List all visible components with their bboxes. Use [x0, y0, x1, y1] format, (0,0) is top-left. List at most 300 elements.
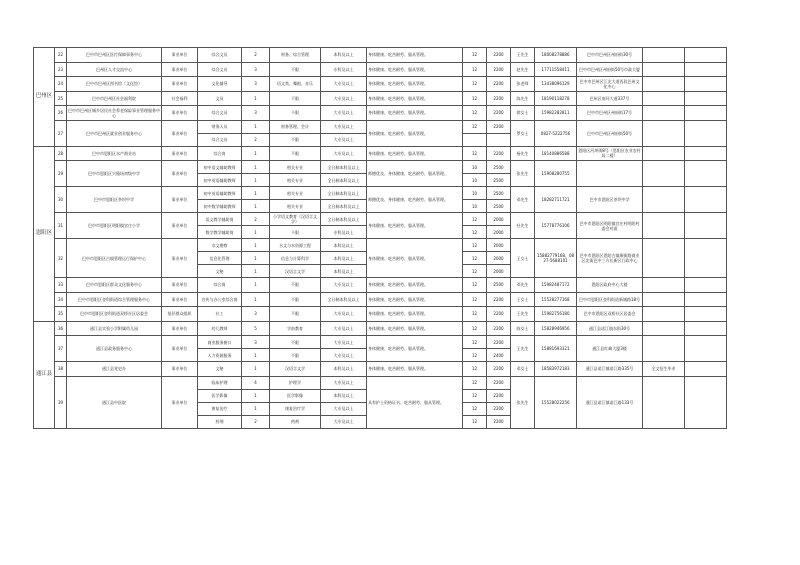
unit-type-cell: 基层群众组织: [162, 307, 198, 322]
salary-cell: 2200: [487, 292, 511, 307]
position-cell: 康复治疗: [198, 402, 242, 415]
months-cell: 12: [463, 336, 487, 349]
phone-cell: 15828946956: [535, 321, 577, 336]
table-row: [34, 307, 727, 322]
salary-cell: [487, 133, 511, 146]
row-number-cell: 26: [55, 106, 67, 121]
unit-type-cell: 事业单位: [162, 106, 198, 121]
education-cell: 专科及以上: [321, 226, 367, 239]
table-row: [34, 48, 727, 63]
major-cell: 语文类、舞蹈、音乐: [270, 77, 321, 92]
education-cell: 大专及以上: [321, 321, 367, 336]
major-cell: 信息与计算科学: [270, 252, 321, 265]
education-cell: 大专及以上: [321, 106, 367, 121]
unit-type-cell: 事业单位: [162, 336, 198, 362]
position-cell: 综合岗: [198, 278, 242, 293]
education-cell: 大专及以上: [321, 376, 367, 389]
major-cell: 相关专业: [270, 200, 321, 213]
table-row: [34, 77, 727, 92]
table-row: [34, 146, 727, 161]
unit-name-cell: 巴中市恩阳区古镇管理运行保护中心: [67, 239, 162, 278]
contact-cell: 王先生: [511, 48, 535, 63]
position-cell: 幼儿教师: [198, 321, 242, 336]
contact-cell: 邓先生: [511, 187, 535, 213]
blank-cell: [685, 146, 727, 161]
note-cell: [643, 213, 685, 239]
major-cell: 汉语言文学: [270, 265, 321, 278]
note-cell: [643, 187, 685, 213]
unit-name-cell: 巴中市恩阳区登科街道综合管理服务中心: [67, 292, 162, 307]
major-cell: 不限: [270, 91, 321, 106]
table-row: [34, 62, 727, 77]
requirement-cell: 身体健康、吃苦耐劳、服从管理。: [367, 48, 463, 63]
phone-cell: 18190118278: [535, 91, 577, 106]
position-cell: 宣传与办公室综合岗: [198, 292, 242, 307]
unit-name-cell: 巴中市巴州区就业创业服务中心: [67, 120, 162, 146]
note-cell: [643, 161, 685, 187]
region-cell: 通江县: [34, 321, 55, 428]
requirement-cell: 身体健康、吃苦耐劳、服从管理。: [367, 321, 463, 336]
table-row: [34, 362, 727, 377]
table-row: [34, 278, 727, 293]
salary-cell: 2200: [487, 307, 511, 322]
salary-cell: 2000: [487, 239, 511, 252]
address-cell: 巴中市恩阳区双桥社区居委会: [577, 307, 643, 322]
education-cell: 全日制本科及以上: [321, 200, 367, 213]
months-cell: 12: [463, 349, 487, 362]
phone-cell: 18282711721: [535, 187, 577, 213]
months-cell: 12: [463, 146, 487, 161]
note-cell: [643, 77, 685, 92]
position-cell: 初中数学辅助教师: [198, 200, 242, 213]
row-number-cell: 30: [55, 187, 67, 213]
salary-cell: 2500: [487, 278, 511, 293]
blank-cell: [685, 362, 727, 377]
months-cell: 10: [463, 187, 487, 200]
headcount-cell: 1: [242, 120, 270, 133]
job-table: [33, 47, 727, 429]
note-cell: [643, 91, 685, 106]
headcount-cell: 2: [242, 213, 270, 226]
position-cell: 初中英语辅助教师: [198, 174, 242, 187]
blank-cell: [685, 48, 727, 63]
unit-type-cell: 社会福利: [162, 91, 198, 106]
table-row: [34, 321, 727, 336]
requirement-cell: 身体健康、吃苦耐劳、服从管理。: [367, 62, 463, 77]
unit-type-cell: 事业单位: [162, 278, 198, 293]
salary-cell: 2200: [487, 389, 511, 402]
blank-cell: [685, 321, 727, 336]
position-cell: 商业服务窗口: [198, 336, 242, 349]
region-cell: 巴州区: [34, 48, 55, 147]
major-cell: 相关专业: [270, 174, 321, 187]
row-number-cell: 28: [55, 146, 67, 161]
months-cell: 12: [463, 62, 487, 77]
education-cell: 大专及以上: [321, 336, 367, 349]
row-number-cell: 34: [55, 292, 67, 307]
position-cell: 文秘: [198, 265, 242, 278]
unit-type-cell: 事业单位: [162, 120, 198, 146]
row-number-cell: 25: [55, 91, 67, 106]
requirement-cell: 身体健康、吃苦耐劳、服从管理。: [367, 77, 463, 92]
major-cell: 康复治疗学: [270, 402, 321, 415]
headcount-cell: 1: [242, 389, 270, 402]
requirement-cell: 身体健康、吃苦耐劳、服从管理。: [367, 120, 463, 146]
requirement-cell: 身体健康、吃苦耐劳、服从管理。: [367, 292, 463, 307]
note-cell: [643, 48, 685, 63]
note-cell: [643, 307, 685, 322]
position-cell: 医学影像: [198, 389, 242, 402]
note-cell: 全文招生毕业: [643, 362, 685, 377]
requirement-cell: 身体健康、吃苦耐劳、服从管理。: [367, 213, 463, 239]
education-cell: 本科及以上: [321, 48, 367, 63]
months-cell: 10: [463, 200, 487, 213]
phone-cell: 18140886588: [535, 146, 577, 161]
address-cell: 巴中市巴州区州府街50号: [577, 120, 643, 146]
unit-name-cell: 巴中市恩阳区群众文化服务中心: [67, 278, 162, 293]
headcount-cell: 2: [242, 415, 270, 428]
note-cell: [643, 292, 685, 307]
unit-type-cell: 事业单位: [162, 362, 198, 377]
requirement-cell: 具有护士资格证书、吃苦耐劳、服从管理。: [367, 376, 463, 428]
months-cell: 12: [463, 239, 487, 252]
salary-cell: 2000: [487, 265, 511, 278]
row-number-cell: 27: [55, 120, 67, 146]
education-cell: 本科及以上: [321, 239, 367, 252]
headcount-cell: 2: [242, 133, 270, 146]
note-cell: [643, 120, 685, 146]
education-cell: 大专及以上: [321, 120, 367, 133]
position-cell: 文化辅导: [198, 77, 242, 92]
education-cell: 专科及以上: [321, 62, 367, 77]
address-cell: 巴中市恩阳区茶坝中学: [577, 187, 643, 213]
blank-cell: [685, 187, 727, 213]
contact-cell: 王先生: [511, 336, 535, 362]
phone-cell: 15982282811: [535, 106, 577, 121]
headcount-cell: 1: [242, 362, 270, 377]
contact-cell: 王先生: [511, 307, 535, 322]
blank-cell: [685, 213, 727, 239]
unit-name-cell: 巴州区人才交流中心: [67, 62, 162, 77]
position-cell: 社工: [198, 307, 242, 322]
address-cell: 通江县诺江镇东街30号: [577, 321, 643, 336]
address-cell: 巴中市巴州区州府街17号: [577, 106, 643, 121]
headcount-cell: 2: [242, 48, 270, 63]
phone-cell: 15528022256: [535, 376, 577, 428]
major-cell: 不限: [270, 133, 321, 146]
phone-cell: 17711558411: [535, 62, 577, 77]
address-cell: 巴中市恩阳区恩阳古镇顺街路商业区北街巴中三方长新区行政中心: [577, 239, 643, 278]
major-cell: 不限: [270, 278, 321, 293]
headcount-cell: 3: [242, 307, 270, 322]
salary-cell: 2200: [487, 415, 511, 428]
unit-name-cell: 巴中市巴州区社会福利院: [67, 91, 162, 106]
unit-name-cell: 通江县党史办: [67, 362, 162, 377]
address-cell: 通江县红峰大厦3楼: [577, 336, 643, 362]
education-cell: 大专及以上: [321, 91, 367, 106]
phone-cell: 15908280755: [535, 161, 577, 187]
education-cell: 全日制本科及以上: [321, 187, 367, 200]
unit-type-cell: 事业单位: [162, 62, 198, 77]
address-cell: 巴中市巴州区州府街50号市政大厦: [577, 62, 643, 77]
region-cell: 恩阳区: [34, 146, 55, 321]
position-cell: 初中语文辅助教师: [198, 161, 242, 174]
major-cell: 财务、综合管理: [270, 48, 321, 63]
blank-cell: [685, 161, 727, 187]
blank-cell: [685, 120, 727, 146]
row-number-cell: 32: [55, 239, 67, 278]
months-cell: 12: [463, 376, 487, 389]
major-cell: 不限: [270, 349, 321, 362]
contact-cell: 赵先生: [511, 62, 535, 77]
salary-cell: 2000: [487, 226, 511, 239]
headcount-cell: 5: [242, 321, 270, 336]
table-row: [34, 376, 727, 389]
education-cell: 全日制本科及以上: [321, 292, 367, 307]
unit-name-cell: 通江县政务服务中心: [67, 336, 162, 362]
major-cell: 不限: [270, 146, 321, 161]
row-number-cell: 24: [55, 77, 67, 92]
headcount-cell: 1: [242, 349, 270, 362]
major-cell: 水文与水资源工程: [270, 239, 321, 252]
education-cell: 大专及以上: [321, 77, 367, 92]
months-cell: 12: [463, 321, 487, 336]
address-cell: 通江县诺江镇诺江路133号: [577, 376, 643, 428]
months-cell: 12: [463, 48, 487, 63]
position-cell: 文员: [198, 91, 242, 106]
unit-name-cell: 通江县中医院: [67, 376, 162, 428]
headcount-cell: 1: [242, 146, 270, 161]
note-cell: [643, 106, 685, 121]
unit-name-cell: 巴中市巴州区城乡居民社会养老保险事业管理服务中心: [67, 106, 162, 121]
requirement-cell: 身体健康、吃苦耐劳、服从管理。: [367, 278, 463, 293]
months-cell: 12: [463, 362, 487, 377]
major-cell: 不限: [270, 292, 321, 307]
blank-cell: [685, 336, 727, 362]
salary-cell: 2500: [487, 200, 511, 213]
salary-cell: 2200: [487, 77, 511, 92]
unit-type-cell: 事业单位: [162, 146, 198, 161]
unit-name-cell: 通江县实验小学附属幼儿园: [67, 321, 162, 336]
contact-cell: 张老师: [511, 77, 535, 92]
major-cell: 药剂: [270, 415, 321, 428]
blank-cell: [685, 77, 727, 92]
address-cell: 恩阳区政府中心大楼: [577, 278, 643, 293]
position-cell: 语文教学辅助岗: [198, 213, 242, 226]
note-cell: [643, 321, 685, 336]
address-cell: [577, 161, 643, 187]
education-cell: 全日制本科及以上: [321, 174, 367, 187]
salary-cell: 2200: [487, 62, 511, 77]
salary-cell: 2200: [487, 48, 511, 63]
education-cell: 大专及以上: [321, 133, 367, 146]
salary-cell: 2000: [487, 213, 511, 226]
months-cell: 12: [463, 77, 487, 92]
major-cell: 不限: [270, 336, 321, 349]
requirement-cell: 师德优良、身体健康、吃苦耐劳、服从管理。: [367, 161, 463, 187]
months-cell: 12: [463, 226, 487, 239]
blank-cell: [685, 376, 727, 428]
contact-cell: 王女士: [511, 292, 535, 307]
requirement-cell: 身体健康、吃苦耐劳、服从管理。: [367, 91, 463, 106]
months-cell: 12: [463, 120, 487, 133]
months-cell: 12: [463, 106, 487, 121]
row-number-cell: 37: [55, 336, 67, 362]
headcount-cell: 1: [242, 200, 270, 213]
unit-type-cell: 事业单位: [162, 77, 198, 92]
contact-cell: 张先生: [511, 376, 535, 428]
row-number-cell: 29: [55, 161, 67, 187]
months-cell: 12: [463, 252, 487, 265]
major-cell: 医学影像: [270, 389, 321, 402]
job-listing-sheet: [33, 47, 727, 429]
education-cell: 大专及以上: [321, 415, 367, 428]
row-number-cell: 38: [55, 362, 67, 377]
row-number-cell: 39: [55, 376, 67, 428]
table-row: [34, 292, 727, 307]
phone-cell: 15881693321: [535, 336, 577, 362]
unit-type-cell: 事业单位: [162, 321, 198, 336]
major-cell: 学前教育: [270, 321, 321, 336]
salary-cell: 2200: [487, 146, 511, 161]
unit-type-cell: 事业单位: [162, 187, 198, 213]
headcount-cell: 1: [242, 174, 270, 187]
salary-cell: 2200: [487, 120, 511, 133]
blank-cell: [685, 239, 727, 278]
unit-name-cell: 巴中市恩阳区茶坝中学: [67, 187, 162, 213]
contact-cell: 罗女士: [511, 120, 535, 146]
position-cell: 综合文员: [198, 106, 242, 121]
phone-cell: 15882779168、0827-5688101: [535, 239, 577, 278]
unit-type-cell: 事业单位: [162, 239, 198, 278]
unit-type-cell: 事业单位: [162, 292, 198, 307]
address-cell: 巴中市恩阳区明阳镇官庄村明阳村委会对面: [577, 213, 643, 239]
headcount-cell: 1: [242, 161, 270, 174]
position-cell: 数学教学辅助岗: [198, 226, 242, 239]
major-cell: 不限: [270, 226, 321, 239]
major-cell: 不限: [270, 106, 321, 121]
table-row: [34, 161, 727, 174]
education-cell: 本科及以上: [321, 265, 367, 278]
position-cell: 综合文员: [198, 133, 242, 146]
address-cell: 通江县诺江镇诺江路335号: [577, 362, 643, 377]
contact-cell: 杜先生: [511, 213, 535, 239]
months-cell: 12: [463, 402, 487, 415]
education-cell: 全日制本科及以上: [321, 213, 367, 226]
education-cell: 本科及以上: [321, 362, 367, 377]
note-cell: [643, 376, 685, 428]
position-cell: 综合岗: [198, 146, 242, 161]
phone-cell: 13438096129: [535, 77, 577, 92]
blank-cell: [685, 307, 727, 322]
row-number-cell: 33: [55, 278, 67, 293]
education-cell: 大专及以上: [321, 349, 367, 362]
headcount-cell: 1: [242, 252, 270, 265]
headcount-cell: 1: [242, 226, 270, 239]
unit-type-cell: 事业单位: [162, 161, 198, 187]
blank-cell: [685, 91, 727, 106]
major-cell: 汉语言文学: [270, 362, 321, 377]
months-cell: 10: [463, 174, 487, 187]
blank-cell: [685, 292, 727, 307]
unit-type-cell: 事业单位: [162, 376, 198, 428]
salary-cell: 2400: [487, 349, 511, 362]
table-row: [34, 187, 727, 200]
requirement-cell: 身体健康、吃苦耐劳、服从管理。: [367, 336, 463, 362]
contact-cell: 杨先生: [511, 146, 535, 161]
contact-cell: 邓先生: [511, 278, 535, 293]
unit-type-cell: 事业单位: [162, 48, 198, 63]
address-cell: 巴中市巴州区江北大道西段巴州文化中心: [577, 77, 643, 92]
salary-cell: 2200: [487, 362, 511, 377]
salary-cell: 2200: [487, 402, 511, 415]
note-cell: [643, 278, 685, 293]
requirement-cell: 身体健康、吃苦耐劳、服从管理。: [367, 307, 463, 322]
major-cell: 相关专业: [270, 187, 321, 200]
requirement-cell: 师德优良、身体健康、吃苦耐劳、服从管理。: [367, 187, 463, 213]
phone-cell: 18583972183: [535, 362, 577, 377]
table-row: [34, 120, 727, 133]
address-cell: 恩阳区河坝街8号（恩阳区农业农村局二楼）: [577, 146, 643, 161]
headcount-cell: 3: [242, 106, 270, 121]
table-row: [34, 91, 727, 106]
headcount-cell: 4: [242, 376, 270, 389]
address-cell: 巴中市巴州区州府街30号: [577, 48, 643, 63]
table-row: [34, 239, 727, 252]
phone-cell: 15982756180: [535, 307, 577, 322]
position-cell: 文秘: [198, 362, 242, 377]
headcount-cell: 1: [242, 187, 270, 200]
education-cell: 大专及以上: [321, 402, 367, 415]
salary-cell: 2200: [487, 91, 511, 106]
contact-cell: 徐女士: [511, 106, 535, 121]
blank-cell: [685, 62, 727, 77]
requirement-cell: 身体健康、吃苦耐劳、服从管理。: [367, 146, 463, 161]
unit-type-cell: 事业单位: [162, 213, 198, 239]
row-number-cell: 36: [55, 321, 67, 336]
headcount-cell: 3: [242, 77, 270, 92]
note-cell: [643, 336, 685, 362]
unit-name-cell: 巴中市恩阳区兴隆场初级中学: [67, 161, 162, 187]
months-cell: 12: [463, 389, 487, 402]
address-cell: 巴州区南环大道337号: [577, 91, 643, 106]
address-cell: 巴中市恩阳区登科街道新城路18号: [577, 292, 643, 307]
education-cell: 全日制本科及以上: [321, 161, 367, 174]
headcount-cell: 1: [242, 278, 270, 293]
position-cell: 药剂: [198, 415, 242, 428]
position-cell: 水文勘察: [198, 239, 242, 252]
note-cell: [643, 239, 685, 278]
table-row: [34, 336, 727, 349]
months-cell: 12: [463, 265, 487, 278]
unit-name-cell: 巴中市恩阳区水产渔业站: [67, 146, 162, 161]
position-cell: 综合文员: [198, 48, 242, 63]
position-cell: 初中英语辅助教师: [198, 187, 242, 200]
months-cell: 12: [463, 278, 487, 293]
salary-cell: 2200: [487, 336, 511, 349]
row-number-cell: 22: [55, 48, 67, 63]
blank-cell: [685, 106, 727, 121]
months-cell: 12: [463, 91, 487, 106]
unit-name-cell: 巴中市巴州区医疗保障事务中心: [67, 48, 162, 63]
table-row: [34, 213, 727, 226]
note-cell: [643, 62, 685, 77]
unit-name-cell: 巴中市恩阳区明阳镇官庄小学: [67, 213, 162, 239]
position-cell: 人力资源服务: [198, 349, 242, 362]
months-cell: [463, 133, 487, 146]
major-cell: 财务管理、会计: [270, 120, 321, 133]
position-cell: 临床护理: [198, 376, 242, 389]
